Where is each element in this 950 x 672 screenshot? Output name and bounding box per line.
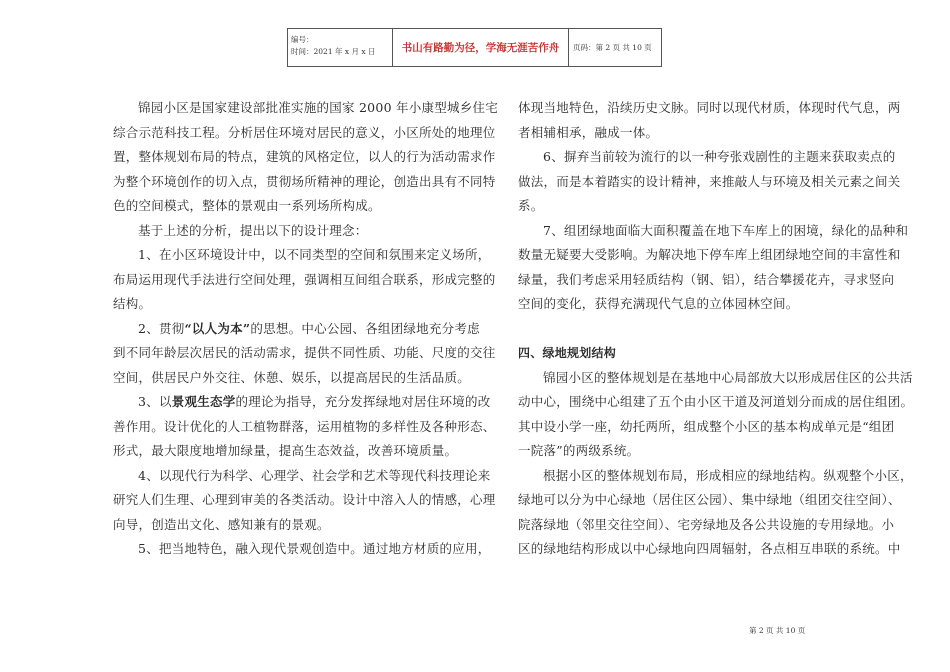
document-number-label: 编号： — [291, 35, 314, 44]
paragraph-line: 空间的变化，获得充满现代气息的立体园林空间。 — [518, 296, 799, 311]
paragraph-line: 做法，而是本着踏实的设计精神，来推敲人与环境及相关元素之间关 — [518, 173, 901, 189]
paragraph-line: 根据小区的整体规划布局，形成相应的绿地结构。纵观整个小区， — [543, 467, 913, 483]
paragraph-line: 基于上述的分析，提出以下的设计理念： — [138, 222, 368, 238]
paragraph-line: 绿地可以分为中心绿地（居住区公园）、集中绿地（组团交往空间）、 — [518, 492, 901, 507]
header-motto: 书山有路勤为径，学海无涯苦作舟 — [392, 29, 569, 66]
paragraph-line: 其中设小学一座，幼托两所，组成整个小区的基本构成单元是“组团 — [518, 418, 895, 434]
paragraph-line: 数量无疑要大受影响。为解决地下停车库上组团绿地空间的丰富性和 — [518, 247, 901, 262]
paragraph-line: 动中心，围绕中心组建了五个由小区干道及河道划分而成的居住组团。 — [518, 394, 914, 409]
paragraph-line: 体现当地特色，沿续历史文脉。同时以现代材质，体现时代气息，两 — [518, 100, 901, 115]
text-span: 3、以 — [138, 394, 172, 409]
section-spacer — [518, 317, 860, 342]
header-page-number: 页码：第 2 页 共 10 页 — [573, 42, 652, 52]
paragraph-line: 院落绿地（邻里交往空间）、宅旁绿地及各公共设施的专用绿地。小 — [518, 516, 895, 532]
text-span: 的思想。中心公园、各组团绿地充分考虑 — [250, 320, 480, 336]
text-span: 的理论为指导，充分发挥绿地对居住环境的改 — [235, 394, 491, 409]
paragraph-line — [113, 390, 491, 415]
page-header — [287, 28, 662, 67]
document-time-label: 时间：2021 年 x 月 x 日 — [291, 47, 376, 56]
paragraph-line: 6、摒弃当前较为流行的以一种夸张戏剧性的主题来获取卖点的 — [543, 149, 896, 164]
left-column — [113, 96, 499, 562]
paragraph-line: 结构。 — [113, 296, 152, 311]
paragraph-line: 研究人们生理、心理到审美的各类活动。设计中溶入人的情感，心理 — [113, 492, 496, 507]
paragraph-line: 锦园小区是国家建设部批准实施的国家 2000 年小康型城乡住宅 — [138, 100, 499, 115]
paragraph-line: 空间，供居民户外交往、休憩、娱乐，以提高居民的生活品质。 — [113, 369, 471, 385]
paragraph-line: 5、把当地特色，融入现代景观创造中。通过地方材质的应用， — [138, 541, 491, 556]
header-meta — [288, 29, 392, 66]
section-heading: 四、绿地规划结构 — [518, 346, 617, 360]
bold-text: 景观生态学 — [171, 394, 236, 409]
right-column — [518, 96, 914, 562]
paragraph-line: 区的绿地结构形成以中心绿地向四周辐射，各点相互串联的系统。中 — [518, 541, 901, 556]
paragraph-line: 4、以现代行为科学、心理学、社会学和艺术等现代科技理论来 — [138, 467, 491, 483]
paragraph-line: 为整个环境创作的切入点，贯彻场所精神的理论，创造出具有不同特 — [113, 173, 496, 189]
bold-text: “以人为本” — [184, 320, 251, 336]
paragraph-line: 锦园小区的整体规划是在基地中心局部放大以形成居住区的公共活 — [543, 369, 913, 385]
paragraph-line: 布局运用现代手法进行空间处理，强调相互间组合联系，形成完整的 — [113, 271, 496, 287]
paragraph-line: 7、组团绿地面临大面积覆盖在地下车库上的困境，绿化的品种和 — [543, 222, 909, 238]
paragraph-line: 到不同年龄层次居民的活动需求，提供不同性质、功能、尺度的交往 — [113, 345, 496, 360]
paragraph-line: 向导，创造出文化、感知兼有的景观。 — [113, 516, 330, 532]
paragraph-line — [113, 317, 480, 342]
paragraph-line: 形式，最大限度地增加绿量，提高生态效益，改善环境质量。 — [113, 443, 458, 458]
paragraph-line: 置，整体规划布局的特点，建筑的风格定位，以人的行为活动需求作 — [113, 149, 496, 164]
paragraph-line: 绿量，我们考虑采用轻质结构（钢、铝），结合攀援花卉，寻求竖向 — [518, 271, 895, 287]
paragraph-line: 一院落”的两级系统。 — [518, 443, 640, 458]
paragraph-line: 善作用。设计优化的人工植物群落，运用植物的多样性及各种形态、 — [113, 418, 496, 434]
paragraph-line: 系。 — [518, 198, 544, 213]
paragraph-line: 1、在小区环境设计中，以不同类型的空间和氛围来定义场所， — [138, 247, 491, 262]
text-span: 2、贯彻 — [138, 320, 185, 336]
paragraph-line: 色的空间模式，整体的景观由一系列场所构成。 — [113, 198, 381, 213]
page-footer: 第 2 页 共 10 页 — [749, 626, 806, 635]
paragraph-line: 综合示范科技工程。分析居住环境对居民的意义，小区所处的地理位 — [113, 124, 496, 140]
paragraph-line: 者相辅相承，融成一体。 — [518, 124, 659, 140]
